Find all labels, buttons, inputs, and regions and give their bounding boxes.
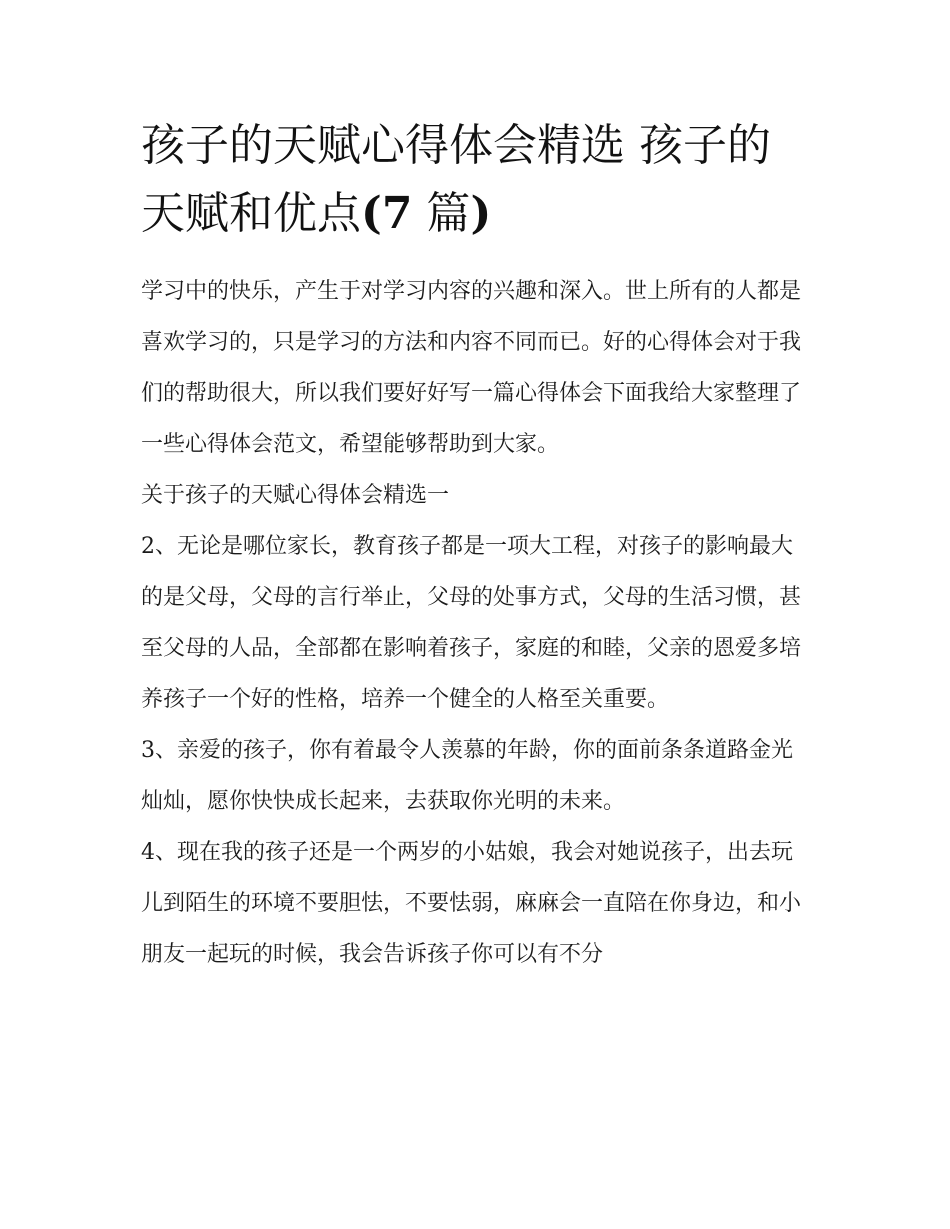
paragraph-item-3: 3、亲爱的孩子，你有着最令人羡慕的年龄，你的面前条条道路金光灿灿，愿你快快成长起来，去获取你光明的未来。 bbox=[141, 738, 793, 814]
title-text-close: ) bbox=[470, 188, 492, 239]
section-heading: 关于孩子的天赋心得体会精选一 bbox=[141, 483, 450, 508]
paragraph-item-2: 2、无论是哪位家长，教育孩子都是一项大工程，对孩子的影响最大的是父母，父母的言行举止，父母的处事方式，父母的生活习惯，甚至父母的人品，全部都在影响着孩子，家庭的和睦，父亲的恩爱多培养孩子一个好的性格，培养一个健全的人格至关重要。 bbox=[141, 534, 802, 712]
paragraph-item-4: 4、现在我的孩子还是一个两岁的小姑娘，我会对她说孩子，出去玩儿到陌生的环境不要胆怯，不要怯弱，麻麻会一直陪在你身边，和小朋友一起玩的时候，我会告诉孩子你可以有不分 bbox=[141, 840, 802, 967]
title-text-count: (7 bbox=[361, 188, 413, 239]
title-text-unit: 篇 bbox=[412, 188, 471, 239]
intro-paragraph: 学习中的快乐，产生于对学习内容的兴趣和深入。世上所有的人都是喜欢学习的，只是学习的方法和内容不同而已。好的心得体会对于我们的帮助很大，所以我们要好好写一篇心得体会下面我给大家整理了一些心得体会范文，希望能够帮助到大家。 bbox=[141, 279, 802, 457]
title-text-main: 孩子的天赋心得体会精选 孩子的天赋和优点 bbox=[141, 120, 771, 239]
document-title bbox=[141, 112, 811, 248]
document-content bbox=[141, 112, 811, 980]
